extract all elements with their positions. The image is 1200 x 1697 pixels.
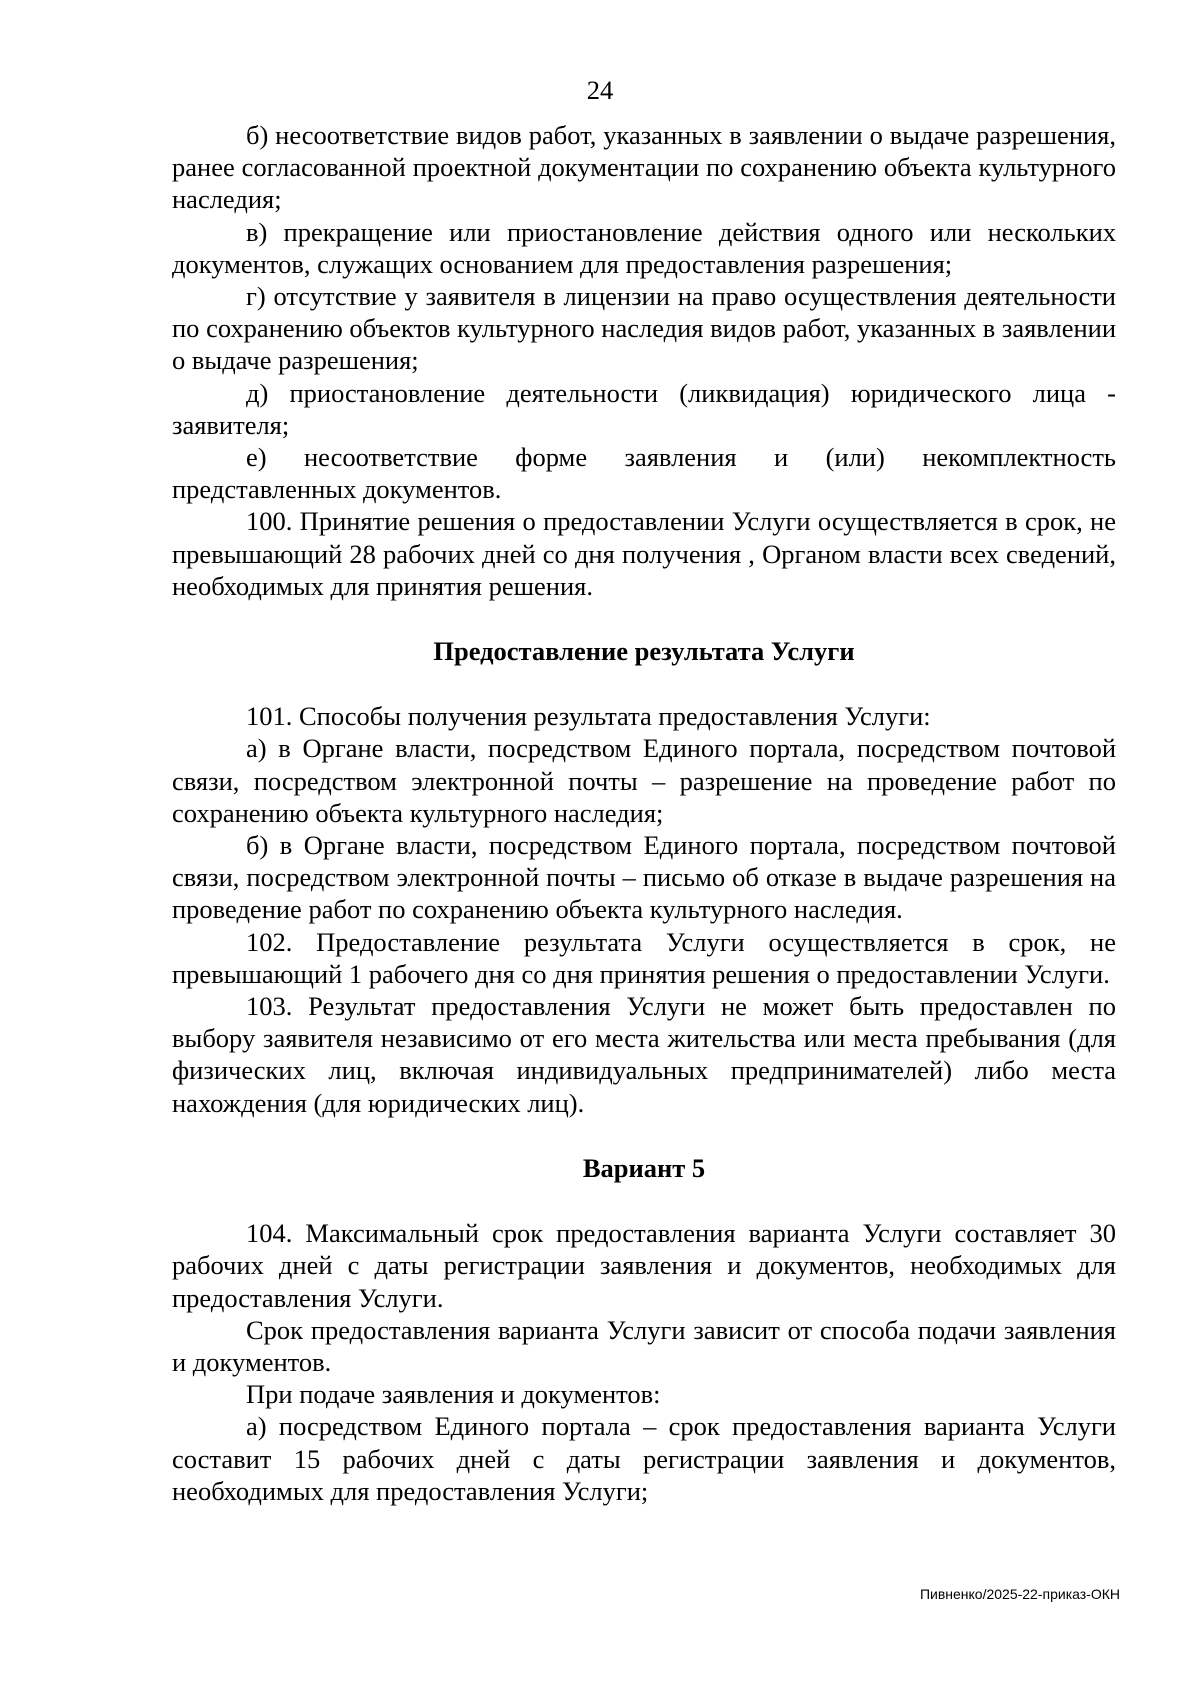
paragraph-104: 104. Максимальный срок предоставления варианта Услуги составляет 30 рабочих дней с даты регистрации заявления и документов, необходимых для предоставления Услуги. [172, 1218, 1116, 1313]
paragraph-item-g: г) отсутствие у заявителя в лицензии на право осуществления деятельности по сохранению объектов культурного наследия видов работ, указанных в заявлении о выдаче разрешения; [172, 281, 1116, 376]
paragraph-submission-a: а) посредством Единого портала – срок предоставления варианта Услуги составит 15 рабочих дней с даты регистрации заявления и документов, необходимых для предоставления Услуги; [172, 1411, 1116, 1506]
document-body [172, 119, 1116, 1507]
paragraph-item-v: в) прекращение или приостановление действия одного или нескольких документов, служащих основанием для предоставления разрешения; [172, 216, 1116, 279]
section-heading-result: Предоставление результата Услуги [433, 636, 855, 667]
paragraph-submission: При подаче заявления и документов: [246, 1379, 661, 1410]
paragraph-101: 101. Способы получения результата предоставления Услуги: [246, 701, 931, 732]
paragraph-item-e: е) несоответствие форме заявления и (или) некомплектность представленных документов. [172, 442, 1116, 505]
spacer [172, 667, 1116, 700]
spacer [172, 602, 1116, 635]
section-heading-variant-5: Вариант 5 [582, 1152, 706, 1183]
paragraph-102: 102. Предоставление результата Услуги осуществляется в срок, не превышающий 1 рабочего дня со дня принятия решения о предоставлении Услуги. [172, 926, 1116, 989]
paragraph-101-a: а) в Органе власти, посредством Единого портала, посредством почтовой связи, посредством электронной почты – разрешение на проведение работ по сохранению объекта культурного наследия; [172, 733, 1116, 828]
page-number: 24 [586, 75, 614, 105]
document-footer-id: Пивненко/2025-22-приказ-ОКН [919, 1586, 1120, 1602]
paragraph-item-d: д) приостановление деятельности (ликвидация) юридического лица - заявителя; [172, 377, 1116, 440]
paragraph-term-depends: Срок предоставления варианта Услуги зависит от способа подачи заявления и документов. [172, 1314, 1116, 1377]
spacer [172, 1119, 1116, 1152]
spacer [172, 1184, 1116, 1217]
paragraph-103: 103. Результат предоставления Услуги не может быть предоставлен по выбору заявителя независимо от его места жительства или места пребывания (для физических лиц, включая индивидуальных предпринимателей) либо места нахождения (для юридических лиц). [172, 991, 1116, 1118]
paragraph-100: 100. Принятие решения о предоставлении Услуги осуществляется в срок, не превышающий 28 рабочих дней со дня получения , Органом власти всех сведений, необходимых для принятия решения. [172, 506, 1116, 601]
paragraph-item-b: б) несоответствие видов работ, указанных в заявлении о выдаче разрешения, ранее согласованной проектной документации по сохранению объекта культурного наследия; [172, 120, 1116, 215]
paragraph-101-b: б) в Органе власти, посредством Единого портала, посредством почтовой связи, посредством электронной почты – письмо об отказе в выдаче разрешения на проведение работ по сохранению объекта культурного наследия. [172, 830, 1116, 925]
